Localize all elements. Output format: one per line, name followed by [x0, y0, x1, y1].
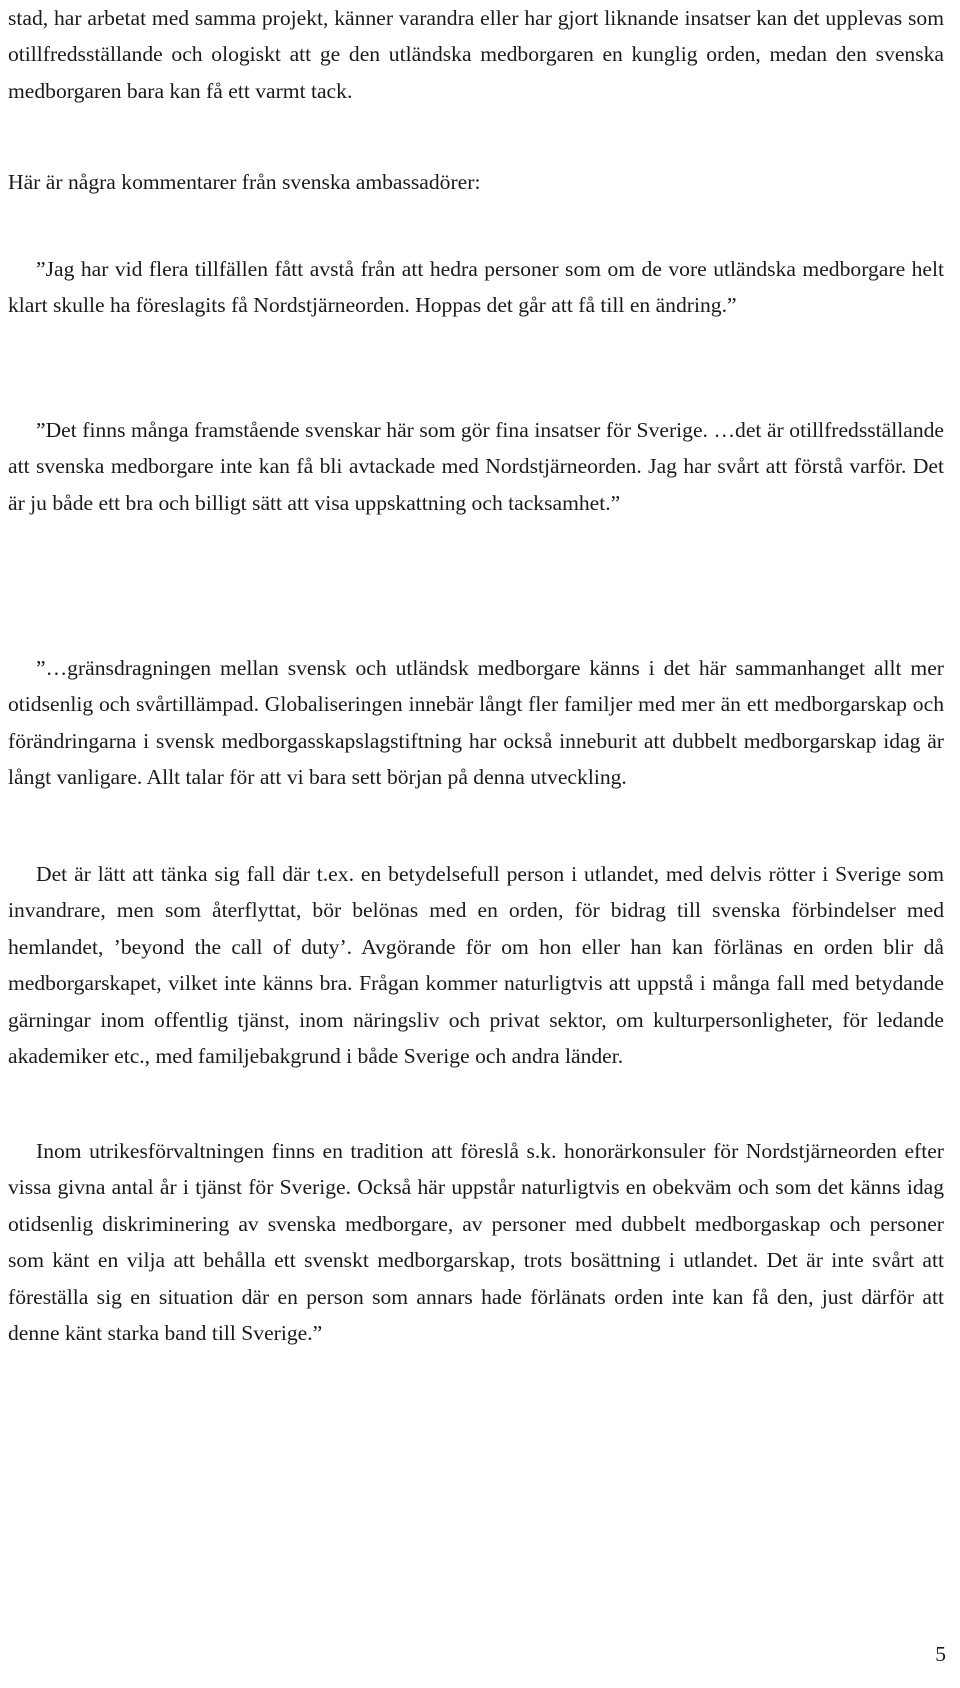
- paragraph-ambassador-intro: Här är några kommentarer från svenska ambassadörer:: [8, 170, 481, 194]
- quote-paragraph-1: ”Jag har vid flera tillfällen fått avstå från att hedra personer som om de vore utländska medborgare helt klart skulle ha föreslagits få Nordstjärneorden. Hoppas det går att få till en ändring.”: [8, 257, 944, 318]
- page-number: 5: [935, 1642, 946, 1666]
- quote-paragraph-5: Inom utrikesförvaltningen finns en tradition att föreslå s.k. honorärkonsuler för Nordstjärneorden efter vissa givna antal år i tjänst för Sverige. Också här uppstår naturligtvis en obekväm och som det känns idag otidsenlig diskriminering av svenska medborgare, av personer med dubbelt medborgaskap och personer som känt en vilja att behålla ett svenskt medborgarskap, trots bosättning i utlandet. Det är inte svårt att föreställa sig en situation där en person som annars hade förlänats orden inte kan få den, just därför att denne känt starka band till Sverige.”: [8, 1139, 944, 1346]
- quote-paragraph-3: ”…gränsdragningen mellan svensk och utländsk medborgare känns i det här sammanhanget allt mer otidsenlig och svårtillämpad. Globaliseringen innebär långt fler familjer med mer än ett medborgarskap och förändringarna i svensk medborgasskapslagstiftning har också inneburit att dubbelt medborgarskap idag är långt vanligare. Allt talar för att vi bara sett början på denna utveckling.: [8, 656, 944, 790]
- paragraph-intro-continuation: stad, har arbetat med samma projekt, känner varandra eller har gjort liknande insatser kan det upplevas som otillfredsställande och ologiskt att ge den utländska medborgaren en kunglig orden, medan den svenska medborgaren bara kan få ett varmt tack.: [8, 6, 944, 103]
- document-page: [8, 0, 952, 1688]
- quote-paragraph-2: ”Det finns många framstående svenskar här som gör fina insatser för Sverige. …det är otillfredsställande att svenska medborgare inte kan få bli avtackade med Nordstjärneorden. Jag har svårt att förstå varför. Det är ju både ett bra och billigt sätt att visa uppskattning och tacksamhet.”: [8, 418, 944, 515]
- quote-paragraph-4: Det är lätt att tänka sig fall där t.ex. en betydelsefull person i utlandet, med delvis rötter i Sverige som invandrare, men som återflyttat, bör belönas med en orden, för bidrag till svenska förbindelser med hemlandet, ’beyond the call of duty’. Avgörande för om hon eller han kan förlänas en orden blir då medborgarskapet, vilket inte känns bra. Frågan kommer naturligtvis att uppstå i många fall med betydande gärningar inom offentlig tjänst, inom näringsliv och privat sektor, om kulturpersonligheter, för ledande akademiker etc., med familjebakgrund i både Sverige och andra länder.: [8, 862, 944, 1069]
